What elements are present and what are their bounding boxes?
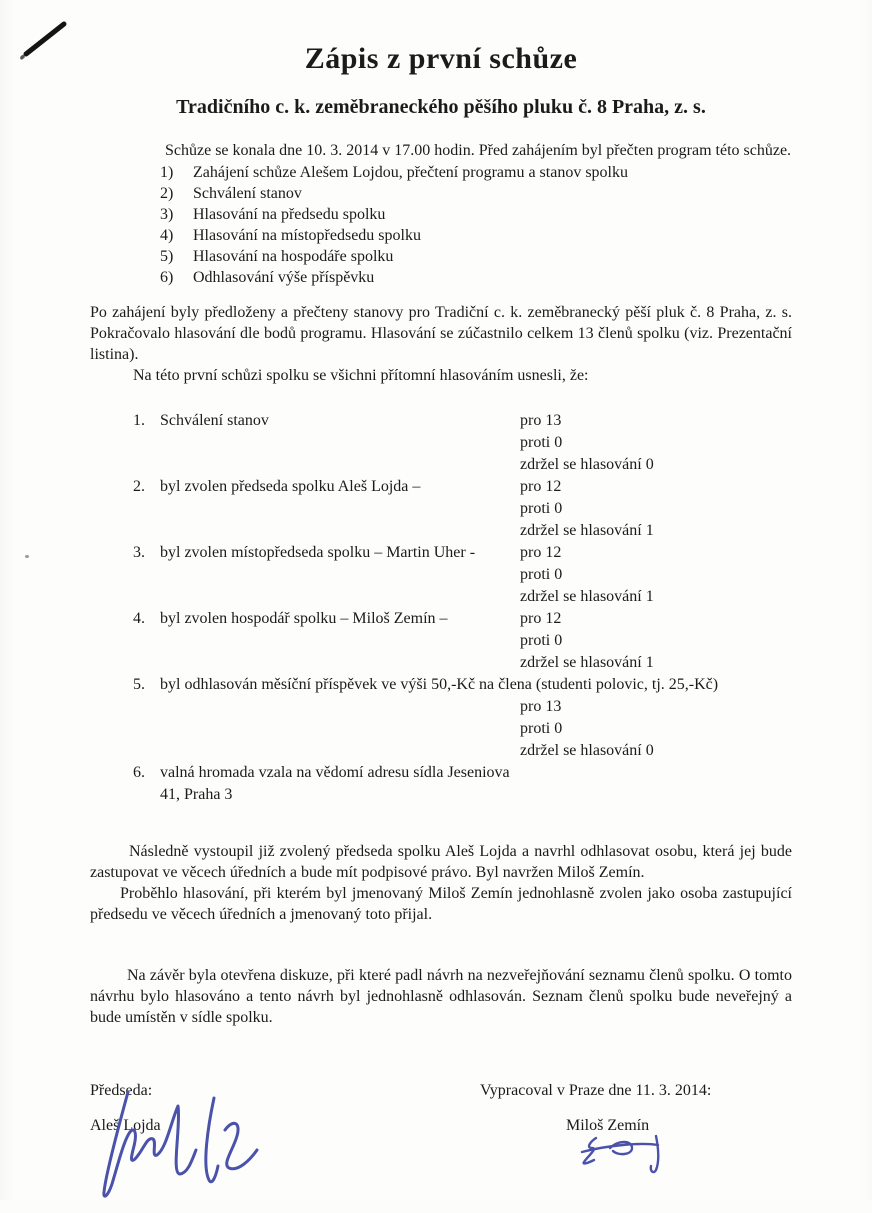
resolution-item: [90, 674, 792, 762]
vote-line: zdržel se hlasování 0: [520, 456, 654, 474]
resolutions-list: [90, 410, 792, 806]
vote-line: zdržel se hlasování 0: [520, 742, 654, 760]
resolution-text: byl zvolen místopředseda spolku – Martin Uher -: [160, 544, 476, 562]
vote-line: zdržel se hlasování 1: [520, 588, 654, 606]
program-item-text: Schválení stanov: [193, 185, 302, 203]
resolution-item: [90, 476, 792, 542]
program-item-text: Hlasování na místopředsedu spolku: [193, 227, 421, 245]
program-item-text: Odhlasování výše příspěvku: [193, 269, 375, 287]
program-item-number: 6): [160, 269, 174, 287]
vote-line: pro 12: [520, 610, 562, 628]
resolution-number: 4.: [133, 610, 145, 628]
program-item: [90, 246, 792, 267]
pen-mark-stroke: [14, 14, 84, 69]
resolution-text: byl zvolen předseda spolku Aleš Lojda –: [160, 478, 421, 496]
vypracoval-name: Miloš Zemín: [566, 1117, 650, 1135]
program-item: [90, 204, 792, 225]
paragraph-zaver: Na závěr byla otevřena diskuze, při které padl návrh na nezveřejňování seznamu členů spolku. O tomto návrhu bylo hlasováno a tento návrh byl jednohlasně odhlasován. Seznam členů spolku bude neveřejný a bude umístěn v sídle spolku.: [90, 967, 792, 1027]
program-item-number: 2): [160, 185, 174, 203]
program-item: [90, 267, 792, 288]
resolution-number: 5.: [133, 676, 145, 694]
program-item-number: 4): [160, 227, 174, 245]
vote-line: pro 12: [520, 478, 562, 496]
paragraph-usneseni: Na této první schůzi spolku se všichni přítomní hlasováním usnesli, že:: [133, 367, 589, 385]
resolution-text: byl zvolen hospodář spolku – Miloš Zemín –: [160, 610, 448, 628]
program-item: [90, 225, 792, 246]
program-item: [90, 183, 792, 204]
paragraph-zastupce-1: Následně vystoupil již zvolený předseda spolku Aleš Lojda a navrhl odhlasovat osobu, která jej bude zastupovat ve věcech úředních a bude mít podpisové právo. Byl navržen Miloš Zemín.: [90, 843, 792, 882]
program-item-text: Hlasování na předsedu spolku: [193, 206, 386, 224]
vote-line: proti 0: [520, 500, 563, 518]
program-list: [90, 162, 792, 288]
vote-line: pro 12: [520, 544, 562, 562]
program-item-text: Hlasování na hospodáře spolku: [193, 248, 394, 266]
paragraph-zastupce-2: Proběhlo hlasování, při kterém byl jmenovaný Miloš Zemín jednohlasně zvolen jako osoba zastupující předsedu ve věcech úředních a jmenovaný toto přijal.: [90, 885, 792, 924]
program-item-number: 1): [160, 164, 174, 182]
document-title: Zápis z první schůze: [304, 42, 578, 75]
vypracoval-label: Vypracoval v Praze dne 11. 3. 2014:: [480, 1082, 712, 1100]
program-item: [90, 162, 792, 183]
resolution-item: [90, 762, 792, 806]
signature-section: [90, 1080, 792, 1136]
resolution-number: 3.: [133, 544, 145, 562]
resolution-item: [90, 608, 792, 674]
resolution-item: [90, 542, 792, 608]
document-subtitle: Tradičního c. k. zeměbraneckého pěšího pluku č. 8 Praha, z. s.: [176, 96, 706, 119]
resolution-text: valná hromada vzala na vědomí adresu sídla Jeseniova 41, Praha 3: [160, 764, 510, 804]
vote-line: pro 13: [520, 698, 562, 716]
vote-line: proti 0: [520, 720, 563, 738]
vote-line: pro 13: [520, 412, 562, 430]
predseda-signature-scribble: [92, 1088, 282, 1213]
program-item-text: Zahájení schůze Alešem Lojdou, přečtení programu a stanov spolku: [193, 164, 628, 182]
vypracoval-signature-scribble: [580, 1132, 680, 1177]
resolution-item: [90, 410, 792, 476]
resolution-text: byl odhlasován měsíční příspěvek ve výši 50,-Kč na člena (studenti polovic, tj. 25,-Kč): [160, 676, 719, 694]
resolution-votes: [520, 542, 792, 608]
resolution-votes: [520, 476, 792, 542]
predseda-label: Předseda:: [90, 1082, 153, 1100]
vote-line: proti 0: [520, 434, 563, 452]
resolution-number: 6.: [133, 764, 145, 782]
paragraph-stanovy: Po zahájení byly předloženy a přečteny stanovy pro Tradiční c. k. zeměbranecký pěší pluk č. 8 Praha, z. s. Pokračovalo hlasování dle bodů programu. Hlasování se zúčastnilo celkem 13 členů spolku (viz. Prezentační listina).: [90, 304, 792, 364]
resolution-votes: [520, 410, 792, 476]
resolution-votes: [520, 696, 792, 762]
vote-line: proti 0: [520, 566, 563, 584]
signature-block-vypracoval: [480, 1080, 792, 1136]
resolution-number: 2.: [133, 478, 145, 496]
vote-line: proti 0: [520, 632, 563, 650]
vote-line: zdržel se hlasování 1: [520, 522, 654, 540]
resolution-votes: [520, 608, 792, 674]
intro-paragraph: Schůze se konala dne 10. 3. 2014 v 17.00 hodin. Před zahájením byl přečten program této schůze.: [165, 142, 792, 160]
program-item-number: 5): [160, 248, 174, 266]
predseda-name: Aleš Lojda: [90, 1117, 161, 1135]
resolution-number: 1.: [133, 412, 145, 430]
resolution-text: Schválení stanov: [160, 412, 269, 430]
program-item-number: 3): [160, 206, 174, 224]
signature-block-predseda: [90, 1080, 480, 1136]
vote-line: zdržel se hlasování 1: [520, 654, 654, 672]
scan-speck: [25, 555, 29, 558]
